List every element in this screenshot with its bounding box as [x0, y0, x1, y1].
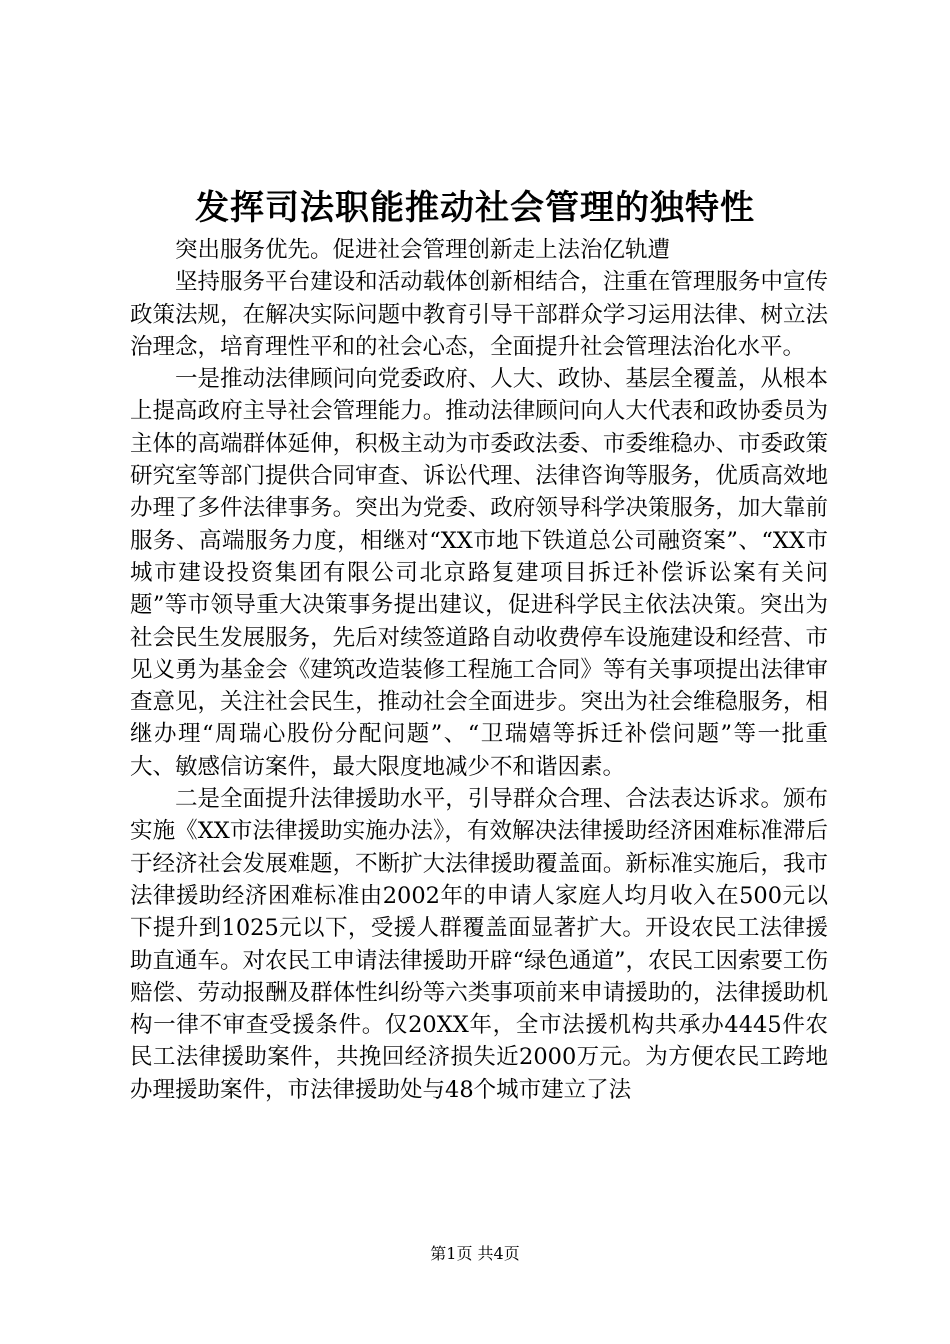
paragraph-legal-aid: 二是全面提升法律援助水平，引导群众合理、合法表达诉求。颁布实施《XX市法律援助实施办法》，有效解决法律援助经济困难标准滞后于经济社会发展难题，不断扩大法律援助覆盖面。新标准实施后，我市法律援助经济困难标准由2002年的申请人家庭人均月收入在500元以下提升到1025元以下，受援人群覆盖面显著扩大。开设农民工法律援助直通车。对农民工申请法律援助开辟“绿色通道”，农民工因索要工伤赔偿、劳动报酬及群体性纠纷等六类事项前来申请援助的，法律援助机构一律不审查受援条件。仅20XX年，全市法援机构共承办4445件农民工法律援助案件，共挽回经济损失近2000万元。为方便农民工跨地办理援助案件，市法律援助处与48个城市建立了法 [130, 786, 829, 1103]
paragraph-intro: 坚持服务平台建设和活动载体创新相结合，注重在管理服务中宣传政策法规，在解决实际问题中教育引导干部群众学习运用法律、树立法治理念，培育理性平和的社会心态，全面提升社会管理法治化水平。 [130, 269, 828, 360]
paragraph-legal-advisor: 一是推动法律顾问向党委政府、人大、政协、基层全覆盖，从根本上提高政府主导社会管理能力。推动法律顾问向人大代表和政协委员为主体的高端群体延伸，积极主动为市委政法委、市委维稳办、市委政策研究室等部门提供合同审查、诉讼代理、法律咨询等服务，优质高效地办理了多件法律事务。突出为党委、政府领导科学决策服务，加大靠前服务、高端服务力度，相继对“XX市地下铁道总公司融资案”、“XX市城市建设投资集团有限公司北京路复建项目拆迁补偿诉讼案有关问题”等市领导重大决策事务提出建议，促进科学民主依法决策。突出为社会民生发展服务，先后对续签道路自动收费停车设施建设和经营、市见义勇为基金会《建筑改造装修工程施工合同》等有关事项提出法律审查意见，关注社会民生，推动社会全面进步。突出为社会维稳服务，相继办理“周瑞心股份分配问题”、“卫瑞嬉等拆迁补偿问题”等一批重大、敏感信访案件，最大限度地减少不和谐因素。 [130, 366, 828, 780]
document-title: 发挥司法职能推动社会管理的独特性 [195, 188, 755, 228]
page-number-footer: 第1页 共4页 [430, 1244, 520, 1263]
document-body [130, 234, 828, 1106]
paragraph-heading: 突出服务优先。促进社会管理创新走上法治亿轨遭 [175, 237, 671, 263]
